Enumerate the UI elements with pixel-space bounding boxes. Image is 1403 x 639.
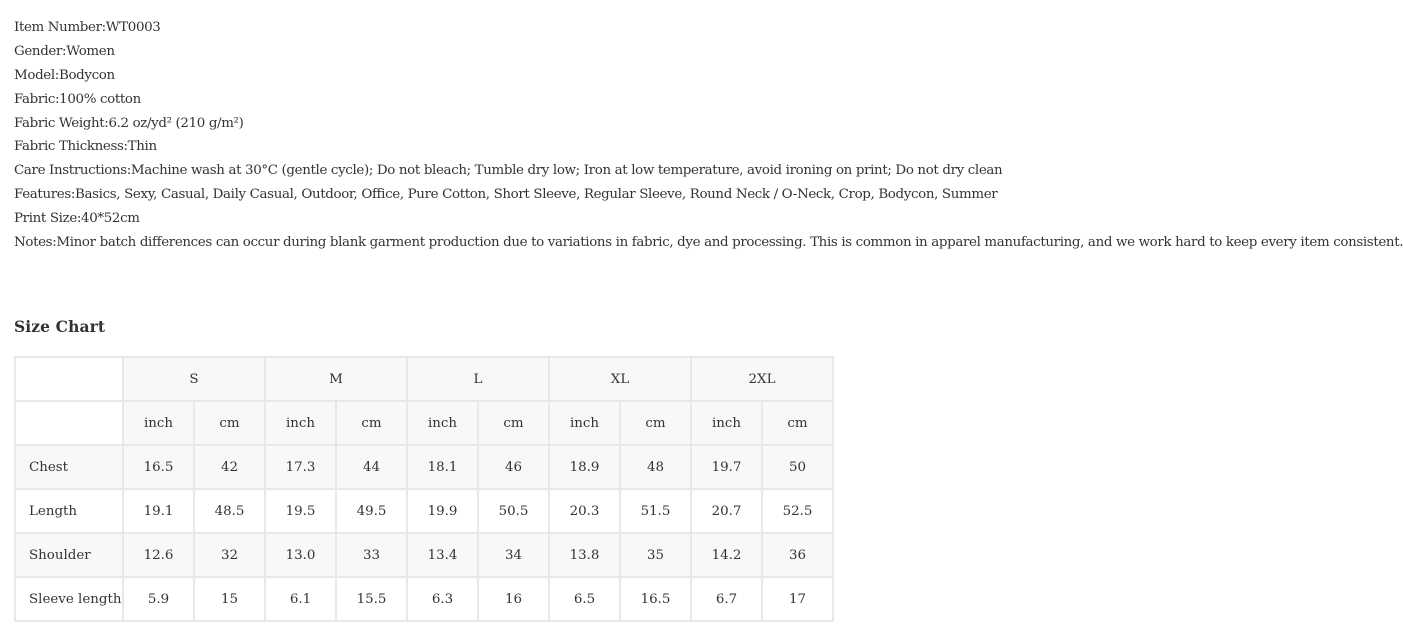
row-label-cell: Length [15,489,123,533]
unit-header-cell: inch [691,401,762,445]
value-cell: 35 [620,533,691,577]
value-cell: 5.9 [123,577,194,621]
value-cell: 16 [478,577,549,621]
value-cell: 18.1 [407,445,478,489]
row-label-cell: Chest [15,445,123,489]
product-specs [14,16,1403,255]
unit-header-cell: cm [620,401,691,445]
unit-header-row [15,401,833,445]
value-cell: 12.6 [123,533,194,577]
value-cell: 15 [194,577,265,621]
spec-features: Features:Basics, Sexy, Casual, Daily Casual, Outdoor, Office, Pure Cotton, Short Sleeve, Regular Sleeve, Round Neck / O-Neck, Crop, Bodycon, Summer [14,187,998,203]
unit-header-cell: inch [407,401,478,445]
value-cell: 13.8 [549,533,620,577]
value-cell: 48.5 [194,489,265,533]
size-chart-title: Size Chart [14,317,106,336]
unit-header-cell: cm [762,401,833,445]
size-header-cell: XL [549,357,691,401]
spec-fabric-thickness: Fabric Thickness:Thin [14,139,157,155]
spec-fabric: Fabric:100% cotton [14,91,141,107]
spec-gender: Gender:Women [14,43,115,59]
value-cell: 17 [762,577,833,621]
size-chart-table [14,356,834,622]
value-cell: 6.1 [265,577,336,621]
spec-item-number: Item Number:WT0003 [14,20,161,35]
size-header-cell: 2XL [691,357,833,401]
value-cell: 6.5 [549,577,620,621]
corner-cell [15,401,123,445]
value-cell: 16.5 [620,577,691,621]
value-cell: 19.7 [691,445,762,489]
value-cell: 48 [620,445,691,489]
row-label-cell: Shoulder [15,533,123,577]
spec-print-size: Print Size:40*52cm [14,211,140,227]
unit-header-cell: inch [265,401,336,445]
value-cell: 16.5 [123,445,194,489]
value-cell: 42 [194,445,265,489]
value-cell: 13.4 [407,533,478,577]
value-cell: 18.9 [549,445,620,489]
value-cell: 51.5 [620,489,691,533]
table-row-length [15,489,833,533]
size-header-row [15,357,833,401]
value-cell: 49.5 [336,489,407,533]
value-cell: 13.0 [265,533,336,577]
corner-cell [15,357,123,401]
spec-care-instructions: Care Instructions:Machine wash at 30°C (gentle cycle); Do not bleach; Tumble dry low; Iron at low temperature, avoid ironing on print; Do not dry clean [14,163,1003,179]
value-cell: 6.7 [691,577,762,621]
size-header-cell: L [407,357,549,401]
value-cell: 50.5 [478,489,549,533]
value-cell: 19.1 [123,489,194,533]
value-cell: 17.3 [265,445,336,489]
value-cell: 20.3 [549,489,620,533]
size-header-cell: S [123,357,265,401]
value-cell: 32 [194,533,265,577]
value-cell: 33 [336,533,407,577]
value-cell: 19.9 [407,489,478,533]
value-cell: 50 [762,445,833,489]
value-cell: 6.3 [407,577,478,621]
value-cell: 44 [336,445,407,489]
value-cell: 52.5 [762,489,833,533]
spec-notes: Notes:Minor batch differences can occur during blank garment production due to variations in fabric, dye and processing. This is common in apparel manufacturing, and we work hard to keep every item consistent. [14,235,1403,251]
spec-model: Model:Bodycon [14,67,115,83]
value-cell: 36 [762,533,833,577]
value-cell: 14.2 [691,533,762,577]
unit-header-cell: inch [549,401,620,445]
row-label-cell: Sleeve length [15,577,123,621]
unit-header-cell: cm [478,401,549,445]
table-row-chest [15,445,833,489]
table-row-sleeve-length [15,577,833,621]
value-cell: 15.5 [336,577,407,621]
spec-fabric-weight: Fabric Weight:6.2 oz/yd² (210 g/m²) [14,115,244,131]
value-cell: 20.7 [691,489,762,533]
unit-header-cell: inch [123,401,194,445]
value-cell: 19.5 [265,489,336,533]
value-cell: 34 [478,533,549,577]
unit-header-cell: cm [194,401,265,445]
table-row-shoulder [15,533,833,577]
size-header-cell: M [265,357,407,401]
unit-header-cell: cm [336,401,407,445]
value-cell: 46 [478,445,549,489]
